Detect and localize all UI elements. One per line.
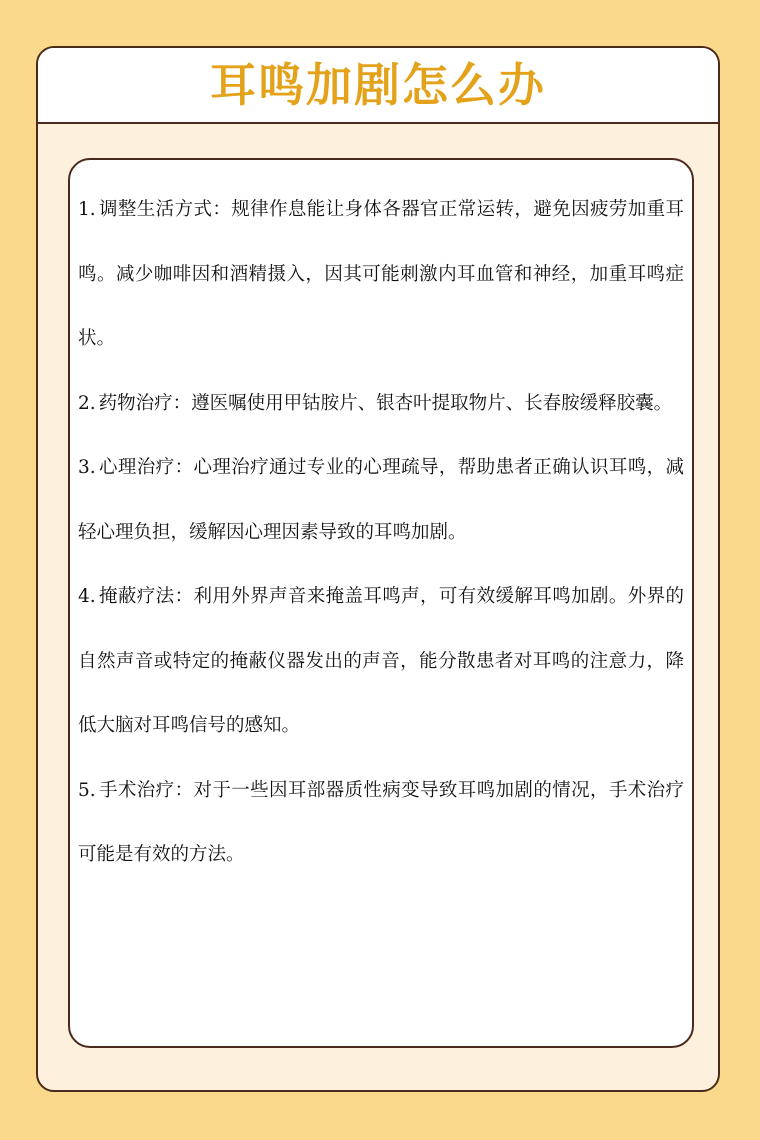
item-text: 掩蔽疗法：利用外界声音来掩盖耳鸣声，可有效缓解耳鸣加剧。外界的自然声音或特定的掩蔽仪器发出的声音，能分散患者对耳鸣的注意力，降低大脑对耳鸣信号的感知。: [78, 586, 684, 736]
item-number: 2.: [78, 392, 96, 414]
outer-card: [36, 46, 720, 1092]
item-text: 手术治疗：对于一些因耳部器质性病变导致耳鸣加剧的情况，手术治疗可能是有效的方法。: [78, 779, 684, 865]
item-number: 4.: [78, 586, 96, 607]
content-card: [68, 158, 694, 1048]
page-title: 耳鸣加剧怎么办: [210, 58, 546, 112]
item-number: 5.: [78, 779, 96, 801]
item-number: 1.: [78, 199, 96, 220]
list-item: [78, 565, 684, 759]
item-number: 3.: [78, 457, 96, 478]
item-text: 药物治疗：遵医嘱使用甲钴胺片、银杏叶提取物片、长春胺缓释胶囊。: [98, 392, 673, 414]
title-bar: [38, 48, 718, 124]
item-text: 心理治疗：心理治疗通过专业的心理疏导，帮助患者正确认识耳鸣，减轻心理负担，缓解因心理因素导致的耳鸣加剧。: [78, 457, 684, 543]
list-item: [78, 178, 684, 372]
item-text: 调整生活方式：规律作息能让身体各器官正常运转，避免因疲劳加重耳鸣。减少咖啡因和酒精摄入，因其可能刺激内耳血管和神经，加重耳鸣症状。: [78, 199, 684, 349]
list-item: [78, 436, 684, 565]
list-item: [78, 372, 684, 437]
list-item: [78, 759, 684, 888]
